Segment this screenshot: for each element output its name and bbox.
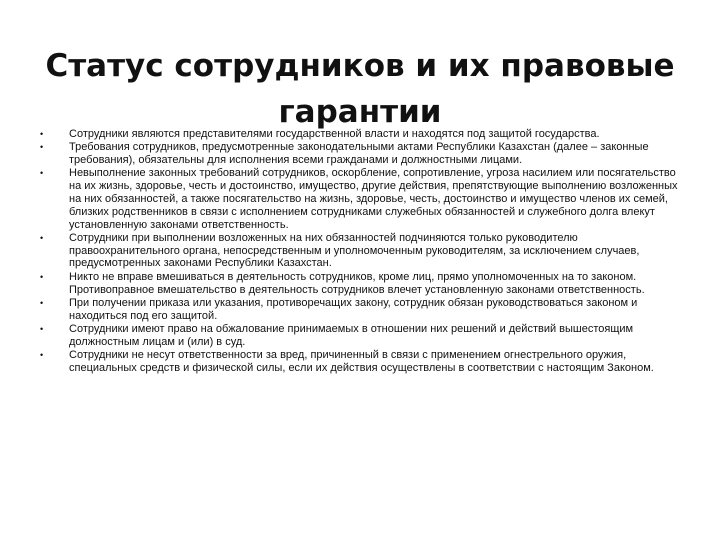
list-item-text: Сотрудники при выполнении возложенных на них обязанностей подчиняются только руководителю правоохранительного органа, непосредственным и уполномоченным руководителям, за исключением случаев, предусмотренных законами Республики Казахстан.	[69, 231, 640, 270]
bullet-icon: •	[40, 297, 44, 308]
bullet-list	[40, 128, 680, 375]
list-item	[40, 167, 680, 231]
list-item	[40, 141, 680, 167]
list-item	[40, 323, 680, 349]
list-item-text: Никто не вправе вмешиваться в деятельность сотрудников, кроме лиц, прямо уполномоченных на то законом. Противоправное вмешательство в деятельность сотрудников влечет установленную законами ответственность.	[69, 270, 645, 296]
bullet-icon: •	[40, 142, 44, 153]
bullet-icon: •	[40, 232, 44, 243]
list-item	[40, 297, 680, 323]
title-line-1: Статус сотрудников и их правовые	[45, 47, 675, 84]
list-item-text: Сотрудники не несут ответственности за вред, причиненный в связи с применением огнестрельного оружия, специальных средств и физической силы, если их действия осуществлены в соответствии с настоящим Законом.	[69, 349, 654, 374]
list-item-text: Сотрудники являются представителями государственной власти и находятся под защитой государства.	[69, 128, 600, 140]
bullet-icon: •	[40, 129, 44, 139]
title-line-2: гарантии	[278, 93, 442, 130]
list-item	[40, 232, 680, 270]
bullet-icon: •	[40, 323, 44, 334]
list-item	[40, 271, 680, 297]
list-item	[40, 128, 680, 141]
page-title	[40, 43, 680, 135]
list-item	[40, 349, 680, 375]
list-item-text: Требования сотрудников, предусмотренные законодательными актами Республики Казахстан (далее – законные требования), обязательны для исполнения всеми гражданами и должностными лицами.	[69, 141, 649, 167]
list-item-text: При получении приказа или указания, противоречащих закону, сотрудник обязан руководствоваться законом и находиться под его защитой.	[69, 296, 638, 322]
list-item-text: Сотрудники имеют право на обжалование принимаемых в отношении них решений и действий вышестоящим должностным лицам и (или) в суд.	[69, 322, 634, 348]
bullet-icon: •	[40, 350, 44, 361]
list-item-text: Невыполнение законных требований сотрудников, оскорбление, сопротивление, угроза насилием или посягательство на их жизнь, здоровье, честь и достоинство, имущество, другие действия, препятствующие выполнению возложенных на них обязанностей, а также посягательство на жизнь, здоровье, честь, достоинство и имущество членов их семей, близких родственников в связи с исполнением сотрудниками служебных обязанностей и служебного долга влекут установленную законами ответственность.	[69, 167, 678, 231]
bullet-icon: •	[40, 271, 44, 282]
bullet-icon: •	[40, 168, 44, 179]
